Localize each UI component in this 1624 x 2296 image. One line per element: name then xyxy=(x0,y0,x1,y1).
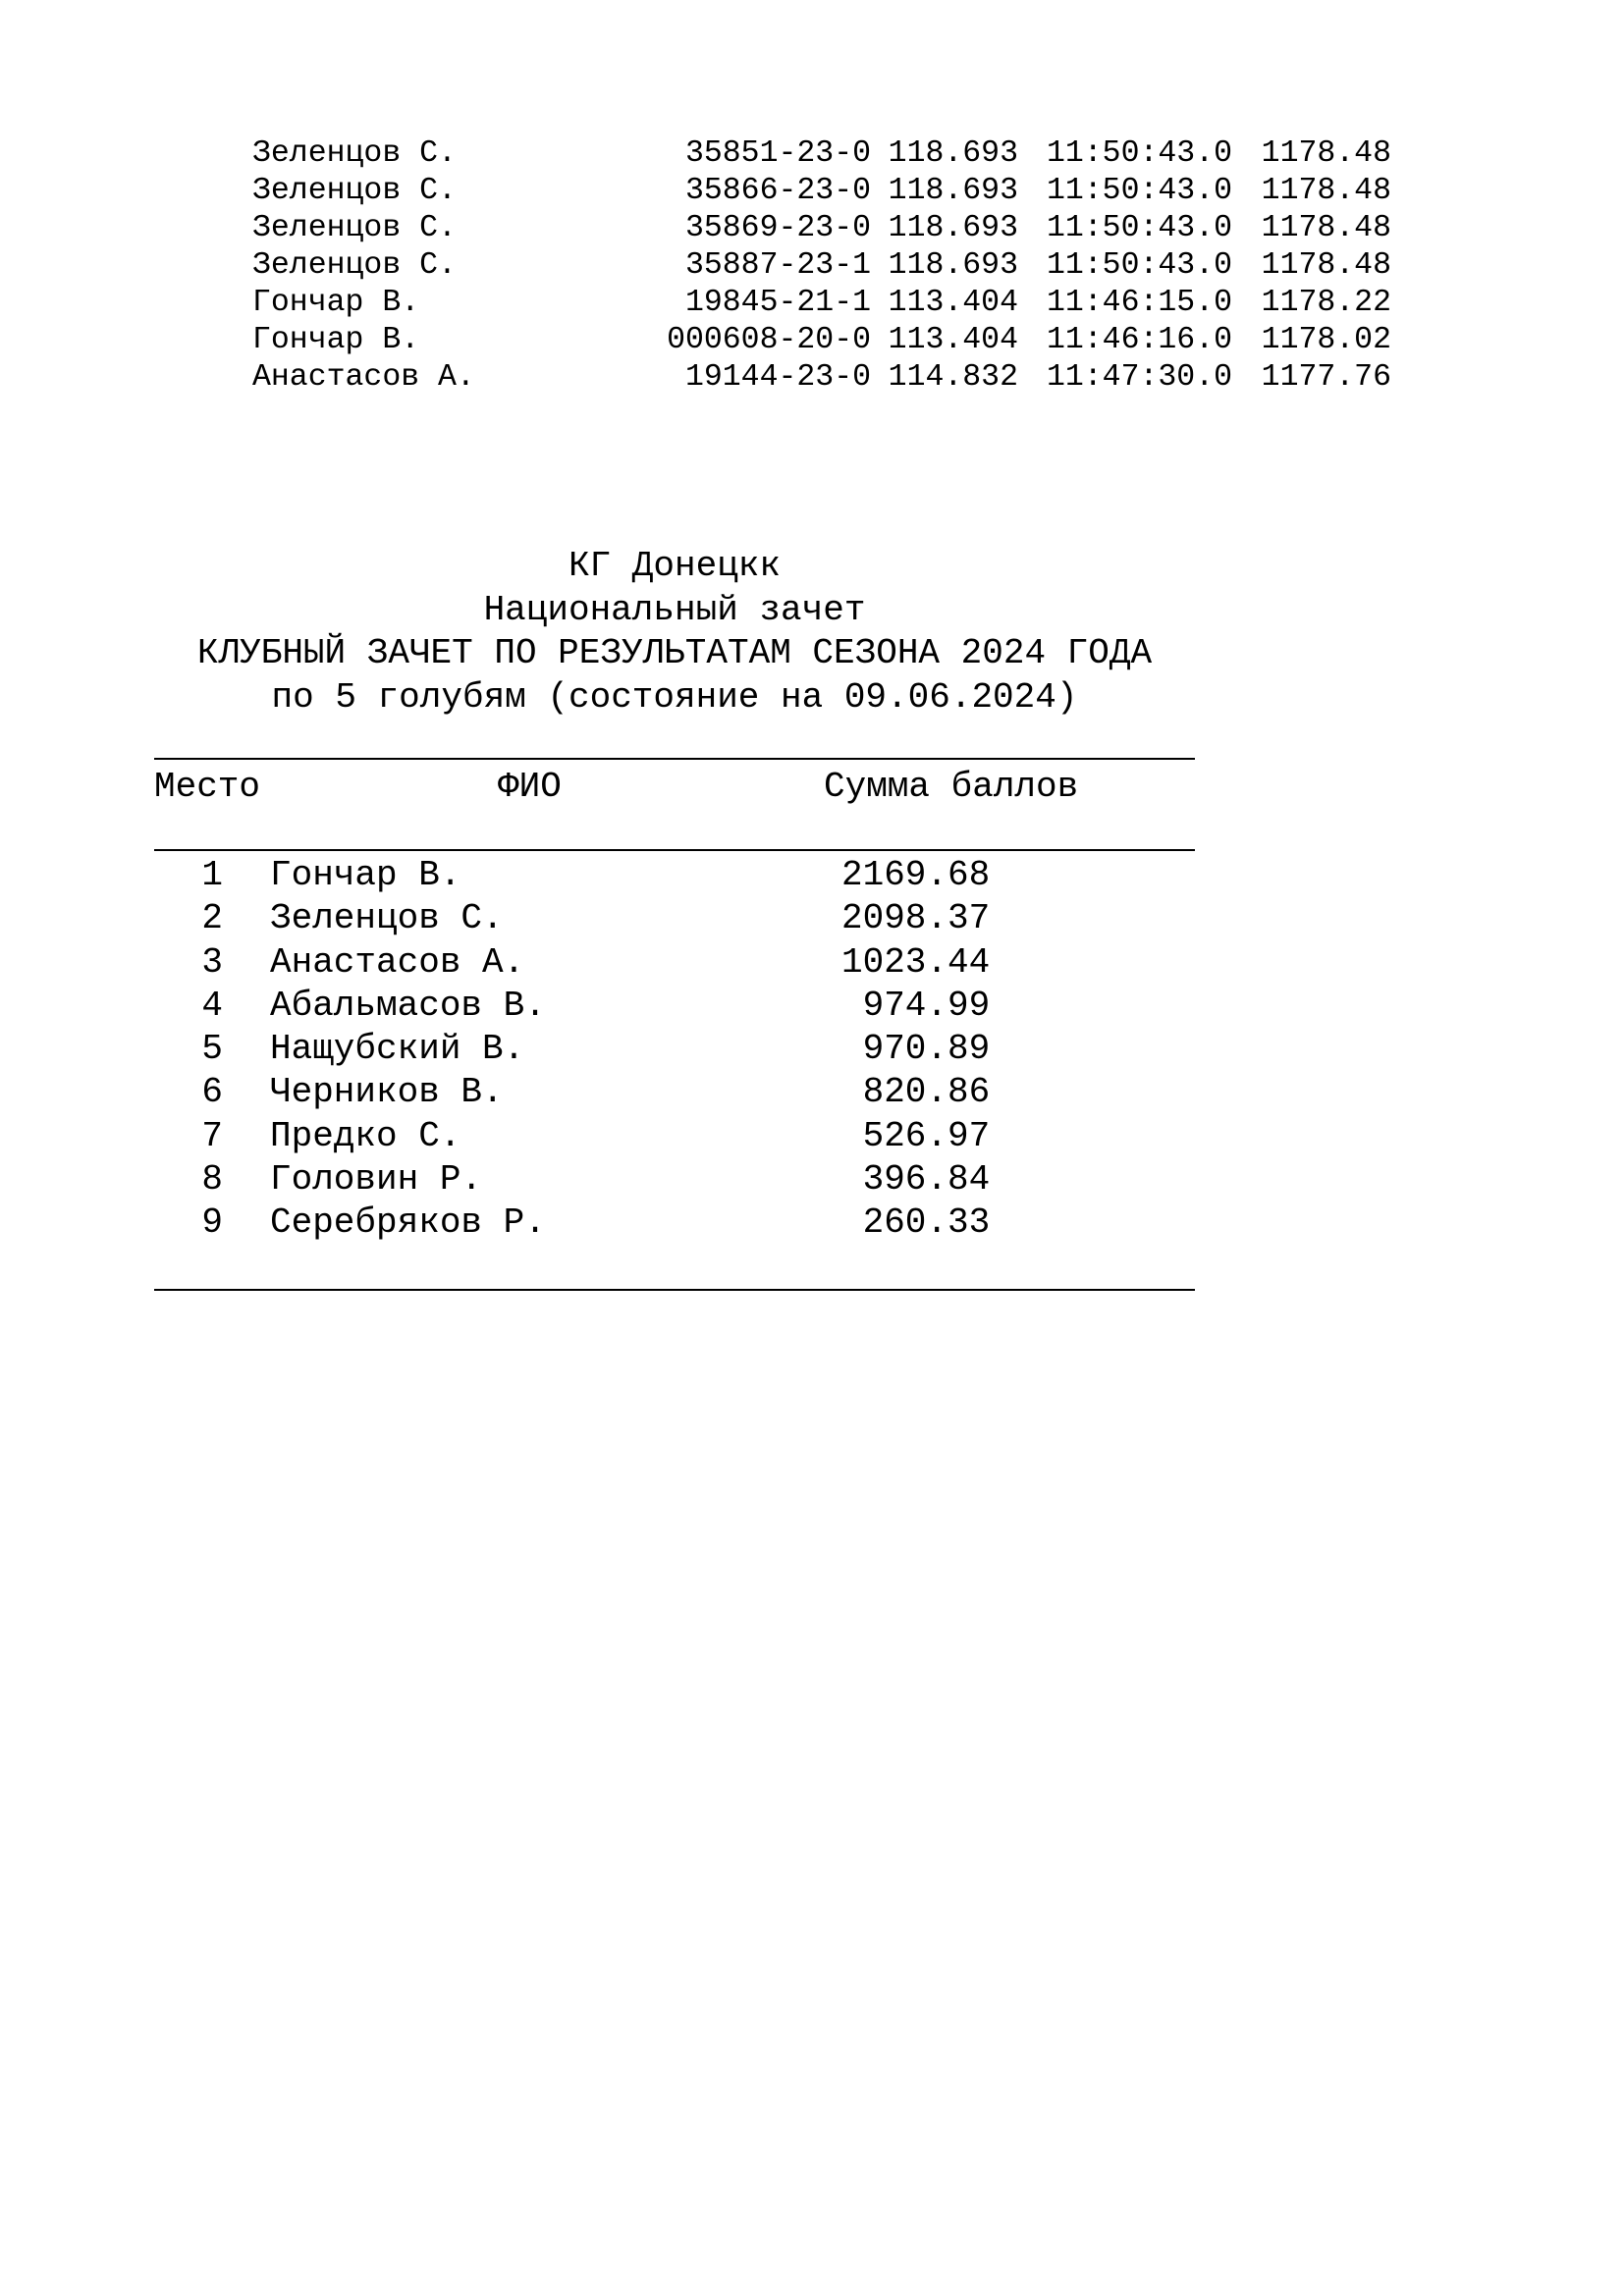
score-total: 2098.37 xyxy=(841,898,991,939)
score-total: 820.86 xyxy=(841,1072,991,1113)
score-total: 260.33 xyxy=(841,1202,991,1244)
ring-number: 19845-21-1 xyxy=(684,286,871,320)
standings-row xyxy=(154,1028,1195,1071)
score-total: 396.84 xyxy=(841,1159,991,1201)
fancier-name: Черников В. xyxy=(270,1072,504,1113)
ring-number: 35851-23-0 xyxy=(684,136,871,171)
ring-number: 19144-23-0 xyxy=(684,360,871,395)
fancier-name: Абальмасов В. xyxy=(270,985,546,1026)
race-result-row xyxy=(252,210,1391,247)
race-result-row xyxy=(252,359,1391,397)
score-total: 1023.44 xyxy=(841,941,991,983)
arrival-time: 11:50:43.0 xyxy=(1046,136,1232,171)
place-number: 1 xyxy=(201,855,223,895)
standings-row xyxy=(154,1115,1195,1158)
distance: 114.832 xyxy=(888,360,1018,395)
place-number: 6 xyxy=(201,1072,223,1113)
standings-row xyxy=(154,1201,1195,1245)
distance: 118.693 xyxy=(888,136,1018,171)
place-number: 8 xyxy=(201,1159,223,1201)
column-name: ФИО xyxy=(498,767,562,807)
fancier-name: Предко С. xyxy=(270,1115,461,1156)
speed: 1177.76 xyxy=(1261,360,1391,395)
fancier-name: Зеленцов С. xyxy=(252,174,457,208)
report-title: КЛУБНЫЙ ЗАЧЕТ ПО РЕЗУЛЬТАТАМ СЕЗОНА 2024 ГОДА xyxy=(196,633,1153,673)
speed: 1178.48 xyxy=(1261,174,1391,208)
arrival-time: 11:46:15.0 xyxy=(1046,286,1232,320)
score-total: 526.97 xyxy=(841,1115,991,1156)
fancier-name: Зеленцов С. xyxy=(270,898,504,939)
place-number: 3 xyxy=(201,941,223,983)
speed: 1178.48 xyxy=(1261,248,1391,283)
race-result-row xyxy=(252,135,1391,173)
race-result-row xyxy=(252,173,1391,210)
distance: 118.693 xyxy=(888,211,1018,245)
fancier-name: Анастасов А. xyxy=(270,941,525,983)
place-number: 7 xyxy=(201,1115,223,1156)
score-total: 970.89 xyxy=(841,1029,991,1070)
speed: 1178.02 xyxy=(1261,323,1391,357)
arrival-time: 11:50:43.0 xyxy=(1046,174,1232,208)
race-results-table xyxy=(252,135,1391,397)
header-bottom-rule xyxy=(154,849,1195,851)
distance: 118.693 xyxy=(888,248,1018,283)
arrival-time: 11:50:43.0 xyxy=(1046,211,1232,245)
report-condition: по 5 голубям (состояние на 09.06.2024) xyxy=(271,676,1078,718)
distance: 113.404 xyxy=(888,323,1018,357)
speed: 1178.48 xyxy=(1261,211,1391,245)
score-total: 2169.68 xyxy=(841,855,991,895)
fancier-name: Зеленцов С. xyxy=(252,248,457,283)
standings-header xyxy=(154,766,1195,809)
place-number: 5 xyxy=(201,1029,223,1070)
standings-table xyxy=(154,854,1195,1246)
distance: 113.404 xyxy=(888,286,1018,320)
arrival-time: 11:46:16.0 xyxy=(1046,323,1232,357)
standings-row xyxy=(154,854,1195,897)
fancier-name: Серебряков Р. xyxy=(270,1202,546,1244)
race-result-row xyxy=(252,322,1391,359)
fancier-name: Головин Р. xyxy=(270,1159,483,1201)
ring-number: 35887-23-1 xyxy=(684,248,871,283)
ring-number: 000608-20-0 xyxy=(667,323,871,357)
standings-row xyxy=(154,1158,1195,1201)
arrival-time: 11:50:43.0 xyxy=(1046,248,1232,283)
report-heading xyxy=(154,545,1195,720)
speed: 1178.22 xyxy=(1261,286,1391,320)
report-subtitle: Национальный зачет xyxy=(483,589,866,630)
column-score: Сумма баллов xyxy=(824,767,1079,807)
ring-number: 35866-23-0 xyxy=(684,174,871,208)
distance: 118.693 xyxy=(888,174,1018,208)
fancier-name: Гончар В. xyxy=(252,286,420,320)
ring-number: 35869-23-0 xyxy=(684,211,871,245)
fancier-name: Зеленцов С. xyxy=(252,211,457,245)
arrival-time: 11:47:30.0 xyxy=(1046,360,1232,395)
fancier-name: Гончар В. xyxy=(270,855,461,895)
fancier-name: Нащубский В. xyxy=(270,1029,525,1070)
standings-row xyxy=(154,985,1195,1028)
table-bottom-rule xyxy=(154,1289,1195,1291)
race-result-row xyxy=(252,285,1391,322)
place-number: 9 xyxy=(201,1202,223,1244)
column-place: Место xyxy=(154,767,261,807)
club-name: КГ Донецкк xyxy=(568,546,782,586)
race-result-row xyxy=(252,247,1391,285)
fancier-name: Гончар В. xyxy=(252,323,420,357)
standings-row xyxy=(154,897,1195,940)
fancier-name: Зеленцов С. xyxy=(252,136,457,171)
standings-row xyxy=(154,1071,1195,1114)
fancier-name: Анастасов А. xyxy=(252,360,475,395)
place-number: 2 xyxy=(201,898,223,939)
speed: 1178.48 xyxy=(1261,136,1391,171)
header-top-rule xyxy=(154,758,1195,760)
standings-row xyxy=(154,941,1195,985)
place-number: 4 xyxy=(201,985,223,1026)
score-total: 974.99 xyxy=(841,985,991,1026)
